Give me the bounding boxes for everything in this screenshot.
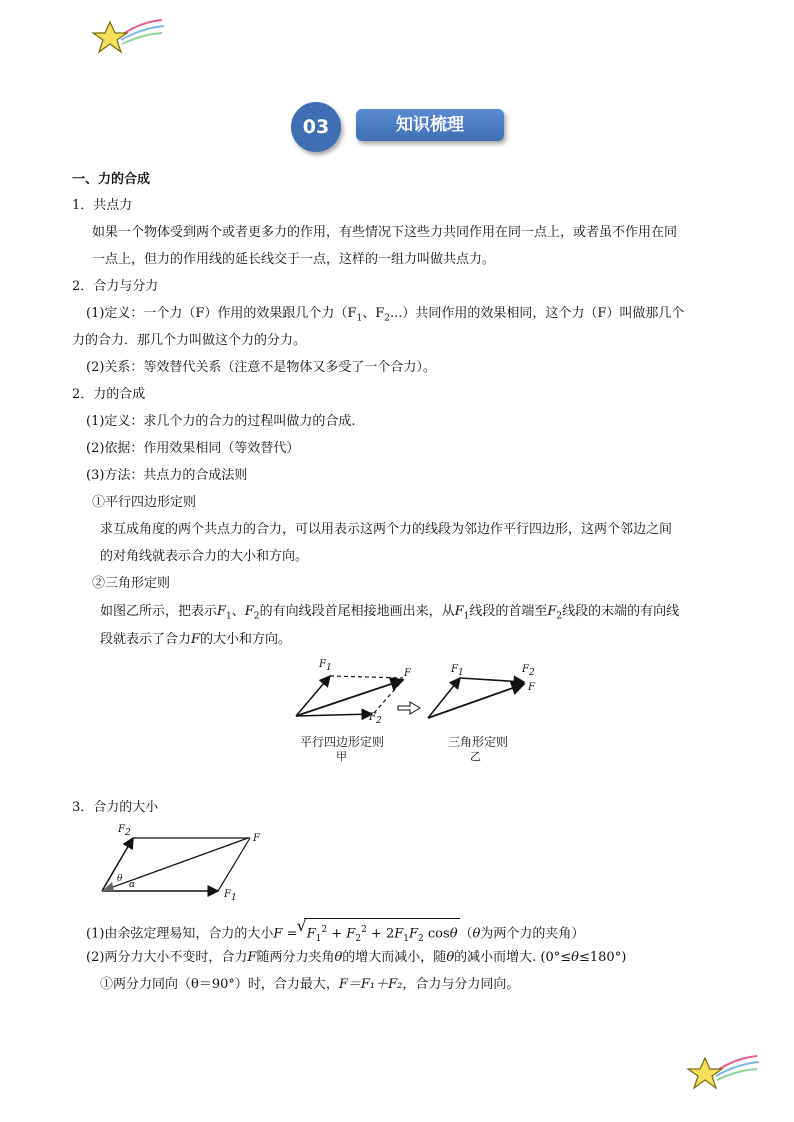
heading-concurrent-forces: 1．共点力: [72, 198, 133, 213]
fig2-label-f2: $F_2$: [118, 824, 131, 838]
paragraph-angle-relation: (2)两分力大小不变时，合力F随两分力夹角θ的增大而减小，随θ的减小而增大. (0°≤θ≤180°): [86, 950, 627, 965]
star-decoration-bottom-icon: [685, 1050, 765, 1095]
paragraph-line: (3)方法：共点力的合成法则: [86, 468, 248, 483]
paragraph-line: 求互成角度的两个共点力的合力，可以用表示这两个力的线段为邻边作平行四边形，这两个邻边之间: [100, 522, 673, 537]
fig1-label-f1: $F_1$: [319, 659, 332, 673]
fig1-caption-parallelogram: 平行四边形定则: [300, 735, 385, 749]
fig1-label-f: F: [404, 668, 411, 679]
heading-magnitude: 3．合力的大小: [72, 800, 159, 815]
paragraph-line: (2)关系：等效替代关系（注意不是物体又多受了一个合力）。: [86, 360, 436, 375]
paragraph-line: 一点上，但力的作用线的延长线交于一点，这样的一组力叫做共点力。: [92, 252, 496, 267]
fig1-caption-triangle: 三角形定则: [448, 735, 509, 749]
heading-composition: 2．力的合成: [72, 387, 146, 402]
paragraph-line: 段就表示了合力F的大小和方向。: [100, 632, 292, 647]
paragraph-line: 如果一个物体受到两个或者更多力的作用，有些情况下这些力共同作用在同一点上，或者虽不作用在同: [92, 225, 678, 240]
section-title-badge: 知识梳理: [356, 109, 504, 141]
heading-resultant-components: 2．合力与分力: [72, 279, 159, 294]
paragraph-line: ①平行四边形定则: [92, 495, 197, 510]
fig2-label-f1: $F_1$: [224, 889, 237, 903]
fig1-label-f2: $F_2$: [369, 712, 382, 726]
section-title: 一、力的合成: [72, 172, 151, 187]
fig1-caption-yi: 乙: [470, 750, 481, 763]
fig2-label-alpha: α: [129, 880, 136, 890]
fig1-tri-label-f2: $F_2$: [522, 664, 535, 678]
paragraph-max-resultant: ①两分力同向（θ＝90°）时，合力最大，F＝F₁＋F₂，合力与分力同向。: [100, 977, 520, 992]
section-number-badge: 03: [291, 102, 341, 152]
fig2-label-theta: θ: [117, 874, 123, 884]
fig1-tri-label-f1: $F_1$: [451, 664, 464, 678]
paragraph-cosine-law: (1)由余弦定理易知，合力的大小F = √ $F_1^2 + F_2^2 + 2F_1F_2$ cosθ （θ为两个力的夹角）: [86, 918, 584, 949]
paragraph-line: 的对角线就表示合力的大小和方向。: [100, 549, 309, 564]
paragraph-line: (1)定义：一个力（F）作用的效果跟几个力（$F_1$、$F_2$...）共同作用的效果相同，这个力（F）叫做那几个: [86, 306, 685, 324]
paragraph-line: ②三角形定则: [92, 576, 171, 591]
paragraph-line: 力的合力．那几个力叫做这个力的分力。: [72, 333, 307, 348]
paragraph-line: (2)依据：作用效果相同（等效替代）: [86, 441, 300, 456]
star-decoration-top-icon: [90, 14, 170, 59]
fig1-tri-label-f: F: [528, 682, 535, 693]
fig1-caption-jia: 甲: [336, 750, 347, 763]
paragraph-line: (1)定义：求几个力的合力的过程叫做力的合成.: [86, 414, 356, 429]
paragraph-line: 如图乙所示，把表示$F_1$、$F_2$的有向线段首尾相接地画出来，从$F_1$线段的首端至$F_2$线段的末端的有向线: [100, 604, 680, 622]
sqrt-formula: √ $F_1^2 + F_2^2 + 2F_1F_2$ cosθ: [304, 918, 460, 949]
fig2-label-f: F: [253, 833, 260, 844]
